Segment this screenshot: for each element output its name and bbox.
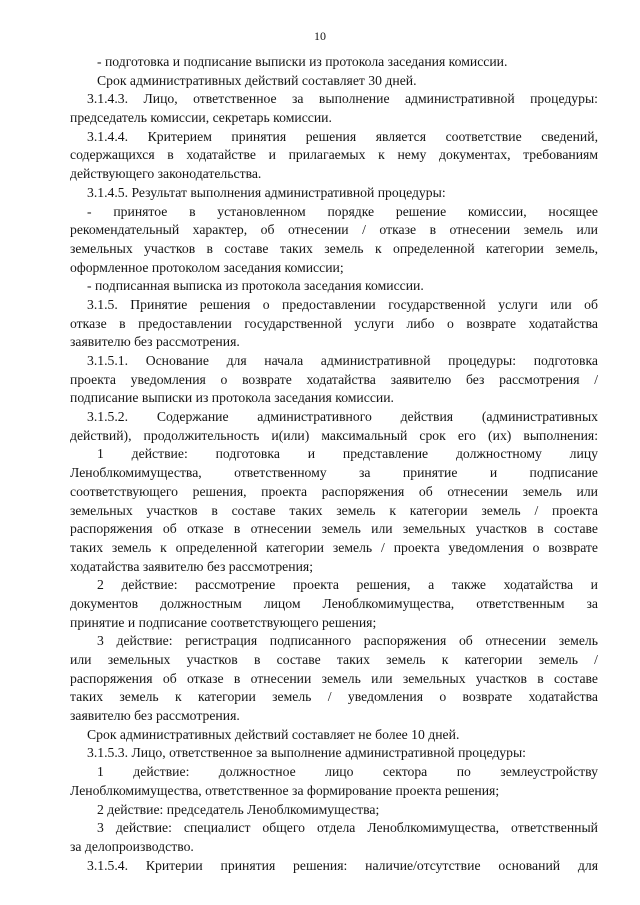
text-line: 3 действие: специалист общего отдела Леноблкомимущества, ответственный bbox=[97, 820, 598, 836]
text-line: - принятое в установленном порядке решение комиссии, носящее bbox=[87, 203, 598, 219]
text-line: - подписанная выписка из протокола заседания комиссии. bbox=[87, 278, 424, 294]
text-line: 3.1.4.5. Результат выполнения административной процедуры: bbox=[87, 184, 446, 200]
text-line: 2 действие: рассмотрение проекта решения, а также ходатайства и bbox=[97, 577, 598, 593]
text-line: принятие и подписание соответствующего решения; bbox=[70, 614, 377, 630]
text-line: 3.1.4.4. Критерием принятия решения является соответствие сведений, bbox=[87, 128, 598, 144]
text-line: председатель комиссии, секретарь комиссии. bbox=[70, 110, 332, 126]
document-body bbox=[70, 53, 598, 875]
text-line: 3.1.5.4. Критерии принятия решения: наличие/отсутствие оснований для bbox=[87, 857, 598, 873]
text-line: подписание выписки из протокола заседания комиссии. bbox=[70, 390, 394, 406]
text-line: действий), продолжительность и(или) максимальный срок его (их) выполнения: bbox=[70, 427, 598, 443]
text-line: проекта уведомления о возврате ходатайства заявителю без рассмотрения / bbox=[70, 371, 598, 387]
text-line: рекомендательный характер, об отнесении / отказе в отнесении земель или bbox=[70, 222, 598, 238]
text-line: земельных участков в составе таких земель к определенной категории земель, bbox=[70, 240, 598, 256]
text-line: 3 действие: регистрация подписанного распоряжения об отнесении земель bbox=[97, 633, 598, 649]
text-line: распоряжения об отказе в отнесении земель или земельных участков в составе bbox=[70, 670, 598, 686]
text-line: таких земель к определенной категории земель / проекта уведомления о возврате bbox=[70, 539, 598, 555]
text-line: Леноблкомимущества, ответственное за формирование проекта решения; bbox=[70, 782, 500, 798]
text-line: отказе в предоставлении государственной услуги либо о возврате ходатайства bbox=[70, 315, 598, 331]
text-line: Срок административных действий составляет 30 дней. bbox=[97, 72, 417, 88]
text-line: 3.1.5.3. Лицо, ответственное за выполнение административной процедуры: bbox=[87, 745, 526, 761]
text-line: 1 действие: должностное лицо сектора по землеустройству bbox=[97, 764, 598, 780]
text-line: 1 действие: подготовка и представление должностному лицу bbox=[97, 446, 598, 462]
text-line: действующего законодательства. bbox=[70, 166, 262, 182]
text-line: документов должностным лицом Леноблкомимущества, ответственным за bbox=[70, 595, 598, 611]
text-line: ходатайства заявителю без рассмотрения; bbox=[70, 558, 314, 574]
text-line: за делопроизводство. bbox=[70, 838, 194, 854]
text-line: оформленное протоколом заседания комиссии; bbox=[70, 259, 344, 275]
text-line: 3.1.5.2. Содержание административного действия (административных bbox=[87, 409, 598, 425]
text-line: заявителю без рассмотрения. bbox=[70, 708, 240, 724]
text-line: 3.1.4.3. Лицо, ответственное за выполнение административной процедуры: bbox=[87, 91, 598, 107]
text-line: соответствующего решения, проекта распоряжения об отнесении земель или bbox=[70, 483, 598, 499]
text-line: - подготовка и подписание выписки из протокола заседания комиссии. bbox=[97, 54, 508, 69]
text-line: земельных участков в составе таких земель к категории земель / проекта bbox=[70, 502, 598, 518]
text-line: Срок административных действий составляет не более 10 дней. bbox=[87, 726, 460, 742]
page-number: 10 bbox=[314, 29, 326, 43]
text-line: таких земель к категории земель / уведомления о возврате ходатайства bbox=[70, 689, 598, 705]
text-line: Леноблкомимущества, ответственному за принятие и подписание bbox=[70, 465, 598, 481]
text-line: или земельных участков в составе таких земель к категории земель / bbox=[70, 652, 598, 667]
text-line: 2 действие: председатель Леноблкомимущества; bbox=[97, 801, 380, 817]
text-line: 3.1.5. Принятие решения о предоставлении государственной услуги или об bbox=[87, 296, 598, 312]
text-line: заявителю без рассмотрения. bbox=[70, 334, 240, 350]
text-line: 3.1.5.1. Основание для начала административной процедуры: подготовка bbox=[87, 353, 598, 368]
text-line: распоряжения об отказе в отнесении земель или земельных участков в составе bbox=[70, 521, 598, 537]
text-line: содержащихся в ходатайстве и прилагаемых к нему документах, требованиям bbox=[70, 147, 598, 163]
